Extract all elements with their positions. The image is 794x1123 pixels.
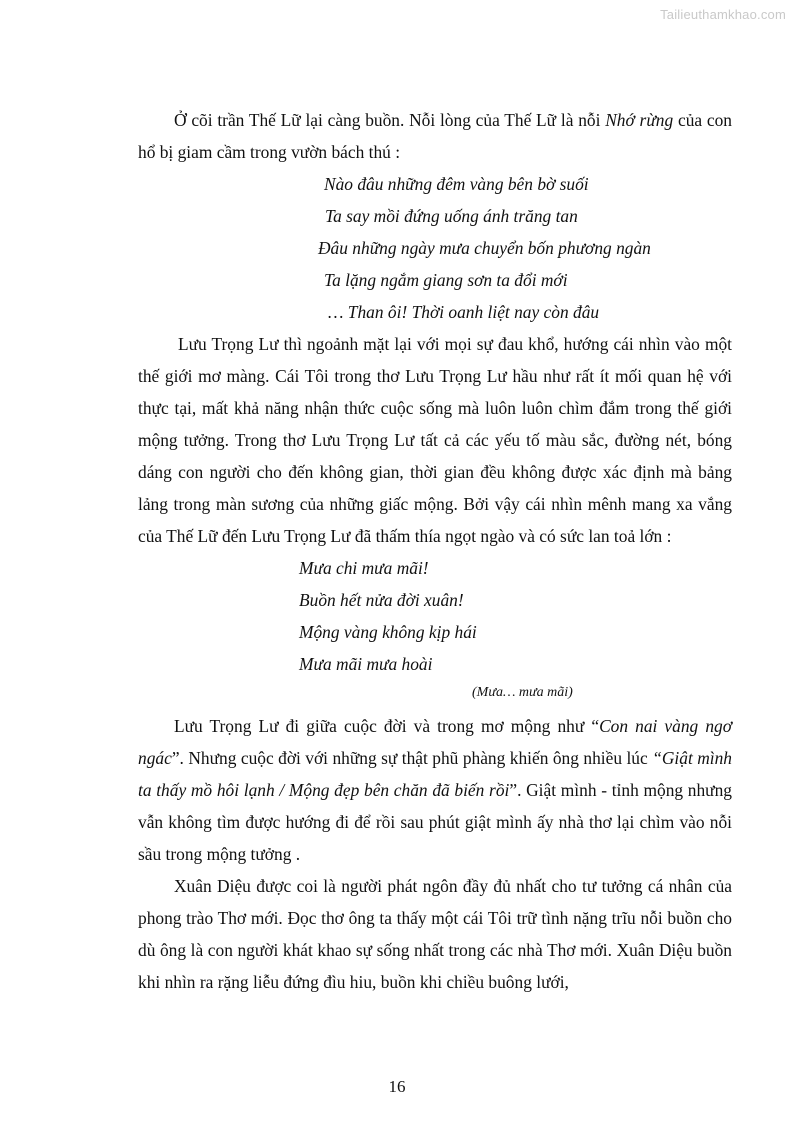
poem-source: (Mưa… mưa mãi) [472,685,573,700]
poem-line: Đâu những ngày mưa chuyển bốn phương ngàn [318,238,651,258]
paragraph-text: Lưu Trọng Lư đi giữa cuộc đời và trong mơ mộng như “ [174,716,600,736]
poem-stanza-mua [138,552,732,680]
poem-stanza-nho-rung [138,168,732,328]
paragraph-the-lu [138,104,732,168]
paragraph-text: Ở cõi trần Thế Lữ lại càng buồn. Nỗi lòng của Thế Lữ là nỗi [174,110,606,130]
poem-line: … Than ôi! Thời oanh liệt nay còn đâu [328,302,600,322]
paragraph-text: của con hổ bị giam cầm trong vườn bách thú : [138,110,732,162]
document-body [138,104,732,998]
paragraph-luu-trong-lu: Lưu Trọng Lư thì ngoảnh mặt lại với mọi sự đau khổ, hướng cái nhìn vào một thế giới mơ màng. Cái Tôi trong thơ Lưu Trọng Lư hầu như rất ít mối quan hệ với thực tại, mất khả năng nhận thức cuộc sống mà luôn luôn chìm đắm trong thế giới mộng tưởng. Trong thơ Lưu Trọng Lư tất cả các yếu tố màu sắc, đường nét, bóng dáng con người cho đến không gian, thời gian đều không được xác định mà bảng lảng trong màn sương của những giấc mộng. Bởi vậy cái nhìn mênh mang xa vắng của Thế Lữ đến Lưu Trọng Lư đã thấm thía ngọt ngào và có sức lan toả lớn : [138,334,732,546]
paragraph-xuan-dieu: Xuân Diệu được coi là người phát ngôn đầy đủ nhất cho tư tưởng cá nhân của phong trào Thơ mới. Đọc thơ ông ta thấy một cái Tôi trữ tình nặng trĩu nỗi buồn cho dù ông là con người khát khao sự sống nhất trong các nhà Thơ mới. Xuân Diệu buồn khi nhìn ra rặng liễu đứng đìu hiu, buồn khi chiều buông lưới, [138,876,732,992]
poem-line: Mưa chi mưa mãi! [299,558,429,578]
poem-line: Mộng vàng không kịp hái [299,622,477,642]
quote-con-nai-vang: Con nai vàng ngơ ngác [138,716,732,768]
poem-line: Ta lặng ngắm giang sơn ta đổi mới [324,270,568,290]
watermark-text: Tailieuthamkhao.com [660,7,786,22]
poem-line: Ta say mồi đứng uống ánh trăng tan [325,206,578,226]
quote-giat-minh: “Giật mình ta thấy mồ hôi lạnh / Mộng đẹp bên chăn đã biến rồi [138,748,733,800]
poem-line: Mưa mãi mưa hoài [299,654,433,674]
paragraph-con-nai-vang [138,710,732,870]
poem-title-nho-rung: Nhớ rừng [605,110,674,130]
page-number: 16 [388,1077,406,1096]
paragraph-text: ”. Giật mình - tỉnh mộng nhưng vẫn không tìm được hướng đi để rồi sau phút giật mình ấy nhà thơ lại chìm vào nỗi sầu trong mộng tưởng . [138,780,732,864]
poem-line: Nào đâu những đêm vàng bên bờ suối [324,174,589,194]
paragraph-text: ”. Nhưng cuộc đời với những sự thật phũ phàng khiến ông nhiều lúc [171,748,653,768]
poem-line: Buồn hết nửa đời xuân! [299,590,464,610]
